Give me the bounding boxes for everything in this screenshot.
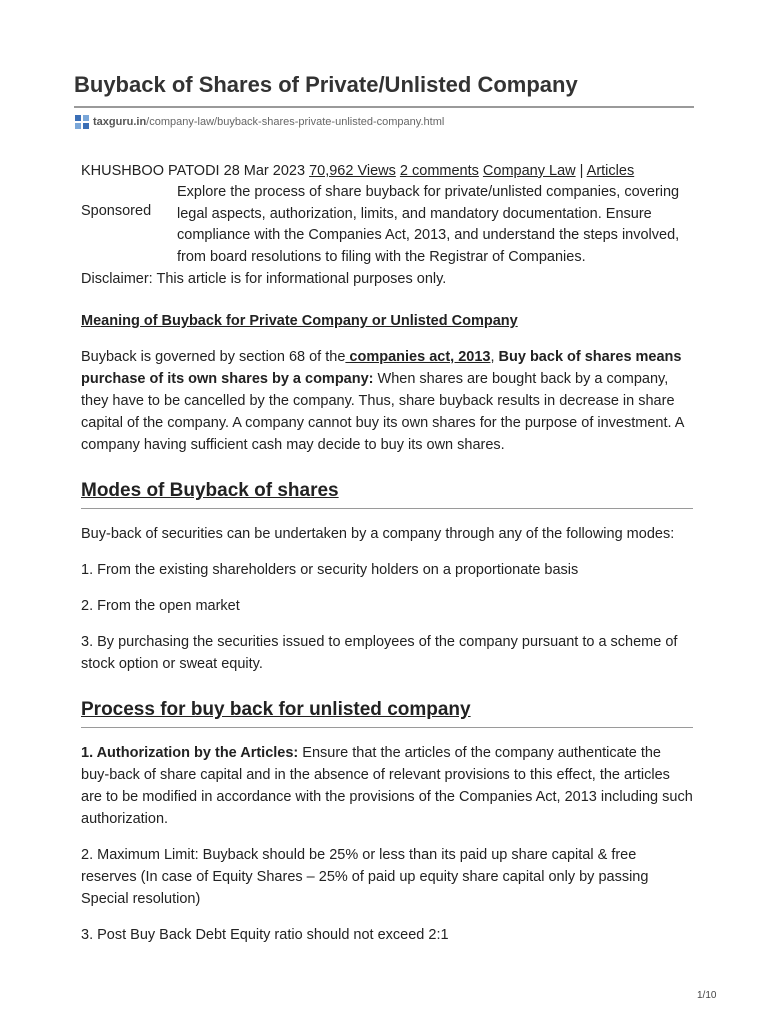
process-item-1-text: Ensure that the articles of the company authenticate the buy-back of share capital and in the absence of relevant provisions to this effect, the articles are to be modified in accordance with the provisions of the Companies Act, 2013 including such authorization. <box>81 745 693 827</box>
page-number: 1/10 <box>697 990 717 1001</box>
author-name: KHUSHBOO PATODI <box>81 163 220 179</box>
source-url[interactable] <box>74 114 444 130</box>
source-domain: taxguru.in <box>93 116 147 128</box>
sponsored-label: Sponsored <box>81 203 152 219</box>
process-item-1-bold: 1. Authorization by the Articles: <box>81 745 299 761</box>
meta-separator: | <box>579 163 584 179</box>
process-item-2: 2. Maximum Limit: Buyback should be 25% or less than its paid up share capital & free reserves (In case of Equity Shares – 25% of paid up equity share capital only by passing Special resolution) <box>81 847 649 907</box>
process-item-1 <box>81 742 693 830</box>
meaning-comma: , <box>490 349 499 365</box>
modes-item-1: 1. From the existing shareholders or security holders on a proportionate basis <box>81 562 579 578</box>
views-link[interactable]: 70,962 Views <box>309 163 396 179</box>
modes-intro: Buy-back of securities can be undertaken by a company through any of the following modes: <box>81 526 675 542</box>
meaning-bold-text: Buy back of shares means purchase of its own shares by a company: <box>81 349 682 387</box>
process-item-3: 3. Post Buy Back Debt Equity ratio should not exceed 2:1 <box>81 927 449 943</box>
sponsored-text: Explore the process of share buyback for private/unlisted companies, covering legal aspects, authorization, limits, and mandatory documentation. Ensure compliance with the Companies Act, 2013, and understand the steps involved, from board resolutions to filing with the Registrar of Companies. <box>177 184 680 265</box>
page-title: Buyback of Shares of Private/Unlisted Company <box>74 72 578 97</box>
comments-link[interactable]: 2 comments <box>399 163 479 179</box>
disclaimer-text: Disclaimer: This article is for informational purposes only. <box>81 271 447 287</box>
article-meta <box>81 160 693 182</box>
companies-act-link[interactable]: companies act, 2013 <box>345 349 491 365</box>
modes-item-3: 3. By purchasing the securities issued to employees of the company pursuant to a scheme of stock option or sweat equity. <box>81 634 678 672</box>
meaning-heading: Meaning of Buyback for Private Company or Unlisted Company <box>81 313 518 329</box>
publish-date: 28 Mar 2023 <box>223 163 306 179</box>
meaning-text-post: When shares are bought back by a company, they have to be cancelled by the company. Thus, share buyback results in decrease in share capital of the company. A company cannot buy its own shares for the purpose of investment. A company having sufficient cash may decide to buy its own shares. <box>81 371 684 453</box>
sponsored-block <box>81 182 693 268</box>
modes-item-2: 2. From the open market <box>81 598 240 614</box>
tag-link[interactable]: Articles <box>586 163 635 179</box>
meaning-paragraph <box>81 346 693 456</box>
category-link[interactable]: Company Law <box>482 163 576 179</box>
site-favicon-icon <box>74 114 90 130</box>
title-divider <box>74 106 694 108</box>
process-heading: Process for buy back for unlisted company <box>81 697 693 728</box>
modes-heading: Modes of Buyback of shares <box>81 478 693 509</box>
article-body <box>81 160 693 946</box>
source-path: /company-law/buyback-shares-private-unlisted-company.html <box>146 116 445 128</box>
meaning-text-pre: Buyback is governed by section 68 of the <box>81 349 346 365</box>
